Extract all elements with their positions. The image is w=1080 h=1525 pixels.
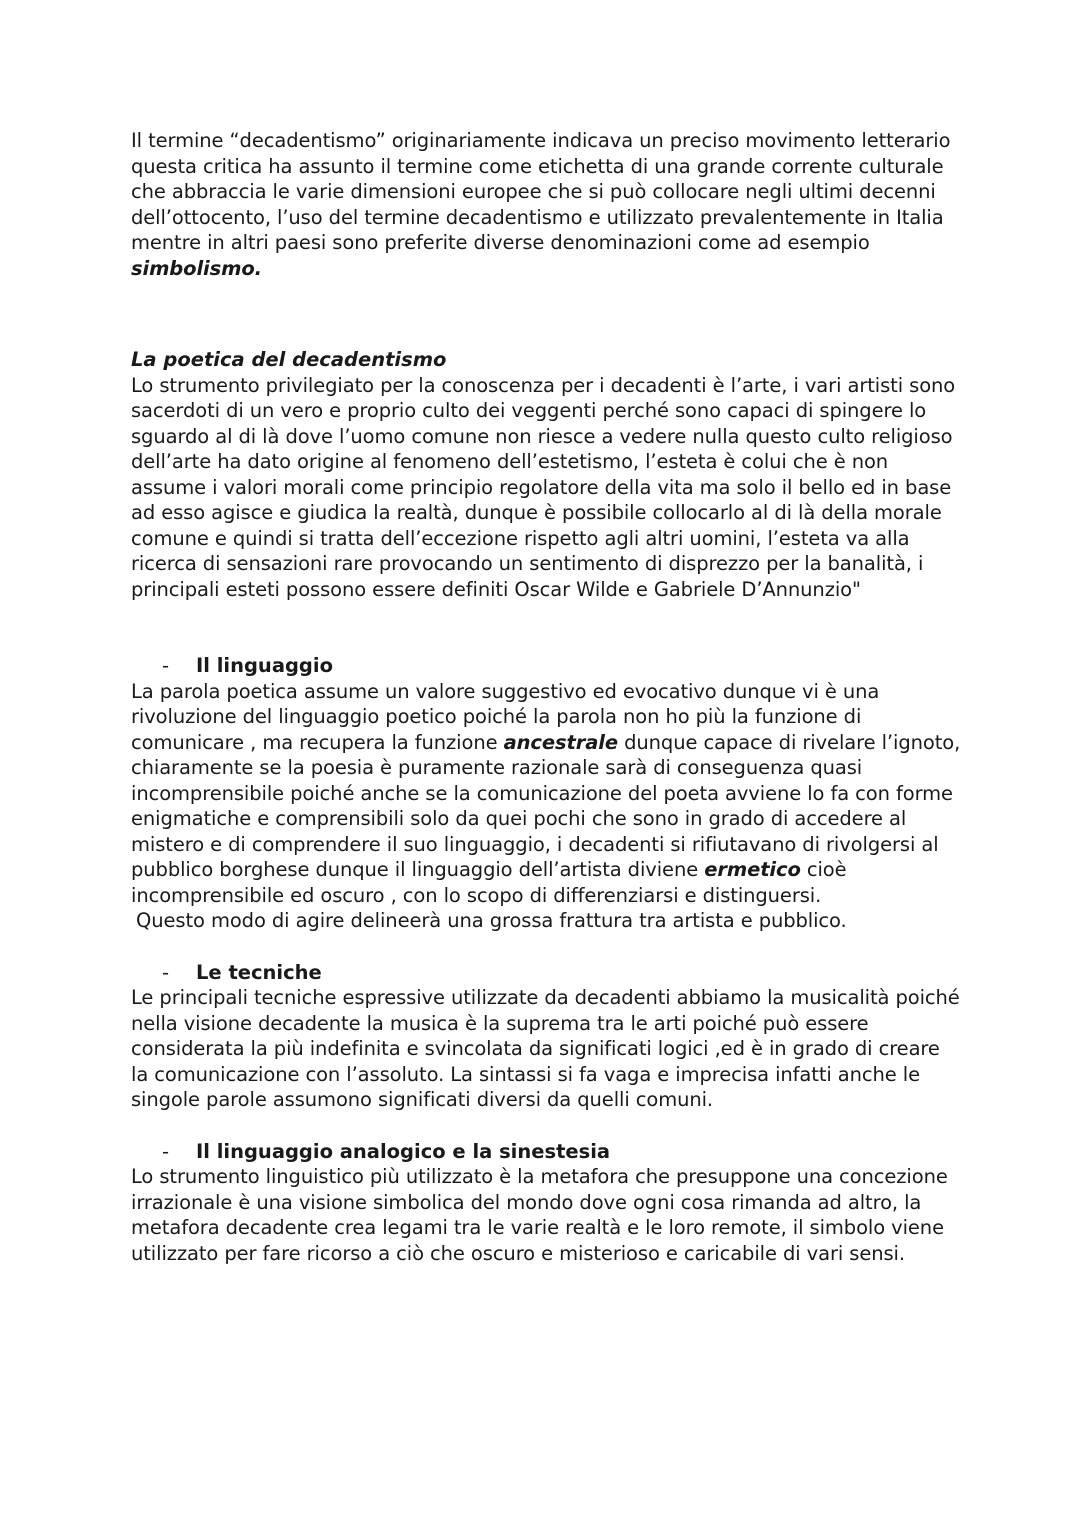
analogico-heading bbox=[131, 1139, 961, 1165]
linguaggio-emphasis-ancestrale: ancestrale bbox=[503, 730, 619, 754]
tecniche-heading bbox=[131, 960, 961, 986]
linguaggio-body bbox=[131, 679, 961, 909]
poetica-body: Lo strumento privilegiato per la conoscenza per i decadenti è l’arte, i vari artisti sono sacerdoti di un vero e proprio culto dei veggenti perché sono capaci di spingere lo sguardo al di là dove l’uomo comune non riesce a vedere nulla questo culto religioso dell’arte ha dato origine al fenomeno dell’estetismo, l’esteta è colui che è non assume i valori morali come principio regolatore della vita ma solo il bello ed in base ad esso agisce e giudica la realtà, dunque è possibile collocarlo al di là della morale comune e quindi si tratta dell’eccezione rispetto agli altri uomini, l’esteta va alla ricerca di sensazioni rare provocando un sentimento di disprezzo per la banalità, i principali esteti possono essere definiti Oscar Wilde e Gabriele D’Annunzio" bbox=[131, 373, 956, 601]
analogico-title: Il linguaggio analogico e la sinestesia bbox=[196, 1139, 611, 1163]
linguaggio-text-2: dunque capace di rivelare l’ignoto, chiaramente se la poesia è puramente razionale sarà di conseguenza quasi incomprensibile poiché anche se la comunicazione del poeta avviene lo fa con forme enigmatiche e comprensibili solo da quei pochi che sono in grado di accedere al mistero e di comprendere il suo linguaggio, i decadenti si rifiutavano di rivolgersi al pubblico borghese dunque il linguaggio dell’artista diviene bbox=[131, 730, 961, 881]
intro-paragraph bbox=[131, 128, 961, 281]
linguaggio-text-3: cioè incomprensibile ed oscuro , con lo scopo di differenziarsi e distinguersi. bbox=[131, 858, 847, 907]
spacer bbox=[131, 934, 961, 960]
spacer bbox=[131, 281, 961, 347]
document-page bbox=[131, 128, 961, 1266]
spacer bbox=[131, 1113, 961, 1139]
bullet-dash: - bbox=[162, 654, 170, 677]
linguaggio-text-1: La parola poetica assume un valore suggestivo ed evocativo dunque vi è una rivoluzione del linguaggio poetico poiché la parola non ho più la funzione di comunicare , ma recupera la funzione bbox=[131, 679, 880, 754]
linguaggio-emphasis-ermetico: ermetico bbox=[704, 858, 801, 881]
bullet-dash: - bbox=[162, 1139, 170, 1163]
tecniche-body: Le principali tecniche espressive utilizzate da decadenti abbiamo la musicalità poiché nella visione decadente la musica è la suprema tra le arti poiché può essere considerata la più indefinita e svincolata da significati logici ,ed è in grado di creare la comunicazione con l’assoluto. La sintassi si fa vaga e imprecisa infatti anche le singole parole assumono significati diversi da quelli comuni. bbox=[131, 986, 960, 1111]
bullet-dash: - bbox=[162, 960, 170, 984]
analogico-body: Lo strumento linguistico più utilizzato è la metafora che presuppone una concezione irrazionale è una visione simbolica del mondo dove ogni cosa rimanda ad altro, la metafora decadente crea legami tra le varie realtà e le loro remote, il simbolo viene utilizzato per fare ricorso a ciò che oscuro e misterioso e caricabile di vari sensi. bbox=[131, 1165, 948, 1265]
linguaggio-closing: Questo modo di agire delineerà una grossa frattura tra artista e pubblico. bbox=[136, 909, 847, 932]
spacer bbox=[131, 602, 961, 653]
linguaggio-title: Il linguaggio bbox=[196, 654, 333, 677]
intro-text: Il termine “decadentismo” originariamente indicava un preciso movimento letterario questa critica ha assunto il termine come etichetta di una grande corrente culturale che abbraccia le varie dimensioni europee che si può collocare negli ultimi decenni dell’ottocento, l’uso del termine decadentismo e utilizzato prevalentemente in Italia mentre in altri paesi sono preferite diverse denominazioni come ad esempio bbox=[131, 129, 951, 254]
intro-emphasis: simbolismo. bbox=[131, 256, 262, 280]
poetica-title: La poetica del decadentismo bbox=[131, 348, 447, 371]
linguaggio-heading bbox=[131, 653, 961, 679]
tecniche-title: Le tecniche bbox=[196, 960, 322, 984]
